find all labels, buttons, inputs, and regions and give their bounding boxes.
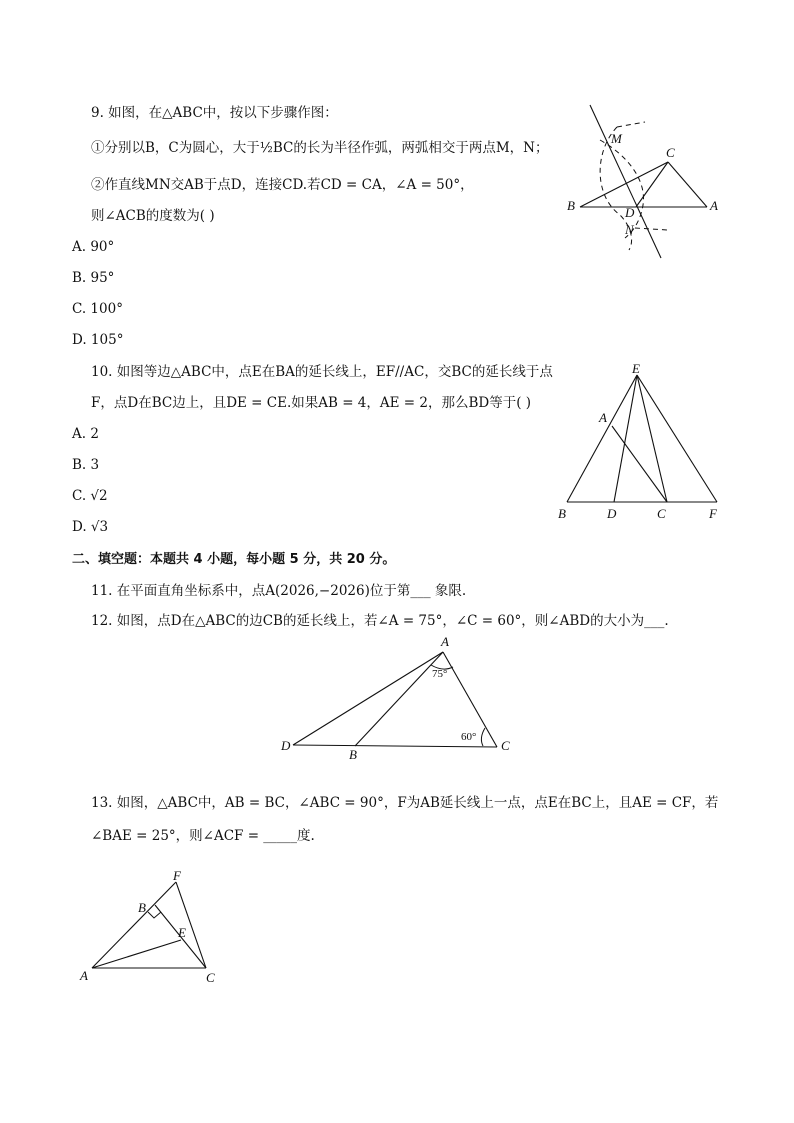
q9-label-c: C: [666, 145, 675, 160]
q9-label-a: A: [710, 198, 718, 213]
q10-option-b[interactable]: B. 3: [72, 457, 100, 473]
q9-figure: [555, 100, 740, 265]
q10-label-f: F: [709, 506, 717, 521]
q12-angle-c: 60°: [461, 731, 477, 743]
q12-label-d: D: [281, 738, 291, 753]
q12-figure: [275, 632, 525, 764]
q10-label-a: A: [599, 410, 607, 425]
q13-line1: 13. 如图，△ABC中，AB = BC，∠ABC = 90°，F为AB延长线上一点，点E在BC上，且AE = CF，若: [91, 795, 719, 811]
q10-label-c: C: [657, 506, 666, 521]
q10-label-e: E: [632, 362, 640, 376]
q9-label-m: M: [611, 131, 622, 146]
q9-label-n: N: [625, 222, 634, 237]
q13-label-a: A: [80, 968, 88, 983]
q12-angle-a: 75°: [432, 668, 448, 680]
q10-label-d: D: [607, 506, 617, 521]
q10-label-b: B: [558, 506, 566, 521]
q9-step2: ②作直线MN交AB于点D，连接CD.若CD = CA，∠A = 50°，: [91, 177, 474, 193]
q9-step1: ①分别以B，C为圆心，大于½BC的长为半径作弧，两弧相交于两点M，N；: [91, 140, 549, 156]
q12-label-c: C: [501, 738, 510, 753]
q11-text: 11. 在平面直角坐标系中，点A(2026,−2026)位于第___ 象限.: [91, 583, 467, 599]
section-heading: 二、填空题：本题共 4 小题，每小题 5 分，共 20 分。: [72, 552, 396, 567]
q10-figure: [552, 362, 732, 524]
q10-line1: 10. 如图等边△ABC中，点E在BA的延长线上，EF//AC，交BC的延长线于点: [91, 364, 553, 380]
q13-label-f: F: [173, 868, 181, 883]
q13-label-e: E: [178, 925, 186, 940]
q9-label-b: B: [567, 198, 575, 213]
q13-figure: [72, 865, 232, 990]
q10-line2: F，点D在BC边上，且DE = CE.如果AB = 4，AE = 2，那么BD等于( ): [91, 395, 532, 411]
q10-option-d[interactable]: D. √3: [72, 519, 109, 535]
q12-text: 12. 如图，点D在△ABC的边CB的延长线上，若∠A = 75°，∠C = 60°，则∠ABD的大小为___.: [91, 613, 669, 629]
q13-label-c: C: [206, 970, 215, 985]
q9-option-a[interactable]: A. 90°: [72, 239, 115, 255]
q10-option-c[interactable]: C. √2: [72, 488, 108, 504]
q9-stem: 9. 如图，在△ABC中，按以下步骤作图：: [91, 105, 338, 121]
q9-option-d[interactable]: D. 105°: [72, 332, 124, 348]
q12-label-b: B: [349, 747, 357, 762]
q9-option-c[interactable]: C. 100°: [72, 301, 123, 317]
q9-question: 则∠ACB的度数为( ): [91, 208, 215, 224]
q9-option-b[interactable]: B. 95°: [72, 270, 115, 286]
q12-label-a: A: [441, 634, 449, 649]
q10-option-a[interactable]: A. 2: [72, 426, 99, 442]
q13-line2: ∠BAE = 25°，则∠ACF = _____度.: [91, 828, 315, 844]
q9-label-d: D: [625, 205, 635, 220]
q13-label-b: B: [138, 900, 146, 915]
